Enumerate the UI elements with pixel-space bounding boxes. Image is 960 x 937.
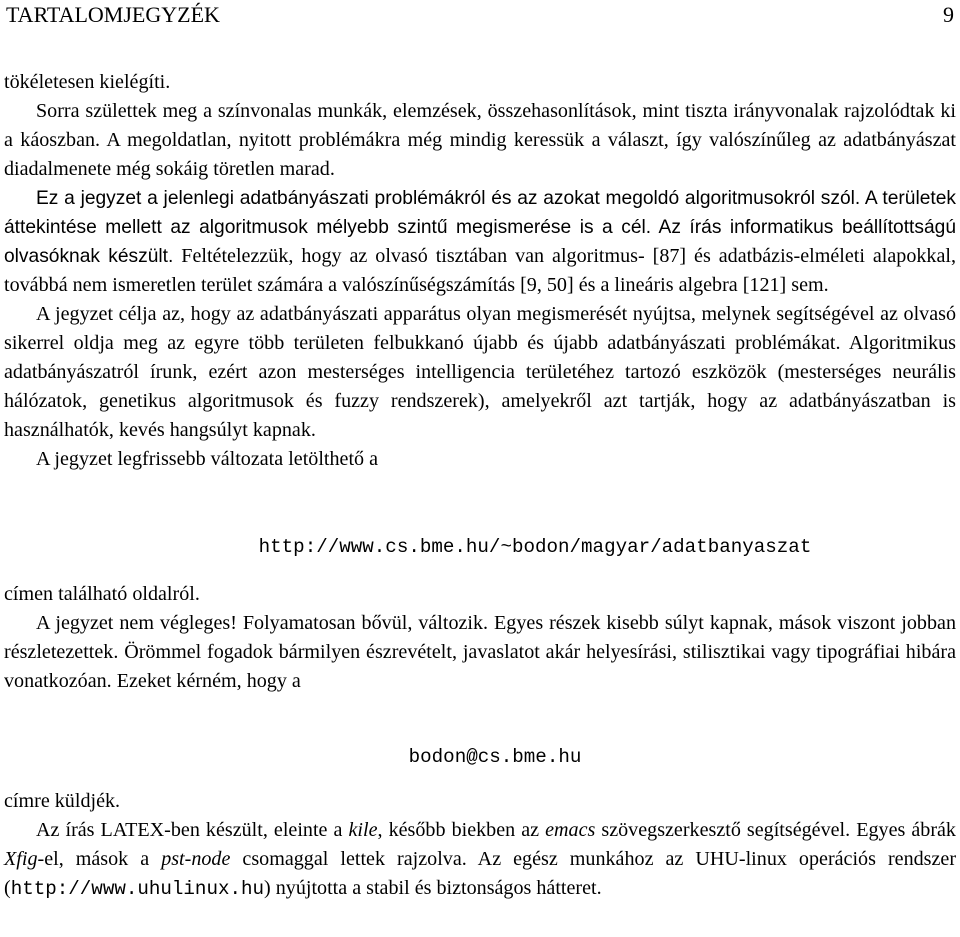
paragraph-7: A jegyzet nem végleges! Folyamatosan bővül, változik. Egyes részek kisebb súlyt kapnak, mások viszont jobban részletezettek. Örömmel fogadok bármilyen észrevételt, javaslatot akár helyesírási, stilisztikai vagy tipográfiai hibára vonatkozóan. Ezeket kérném, hogy a (4, 612, 956, 692)
p9-text-g: ) nyújtotta a stabil és biztonságos hátteret. (264, 877, 602, 899)
download-url[interactable]: http://www.cs.bme.hu/~bodon/magyar/adatbanyaszat (258, 536, 812, 558)
p9-text-d: szövegszerkesztő segítségével. Egyes ábrák (595, 819, 956, 841)
p9-text-a: Az írás (36, 819, 101, 841)
pstnode-name: pst-node (161, 848, 231, 870)
p9-text-e: -el, mások a (37, 848, 162, 870)
contact-email[interactable]: bodon@cs.bme.hu (408, 746, 582, 768)
paragraph-2: Sorra születtek meg a színvonalas munkák, elemzések, összehasonlítások, mint tiszta irányvonalak rajzolódtak ki a káoszban. A megoldatlan, nyitott problémákra még mindig keressük a választ, így valószínűleg az adatbányászat diadalmenete még sokáig töretlen marad. (4, 100, 956, 180)
emacs-name: emacs (545, 819, 596, 841)
paragraph-3 (4, 184, 956, 300)
latex-logo: LATEX (100, 819, 165, 841)
p9-text-b: -ben készült, eleinte a (164, 819, 349, 841)
uhu-url[interactable]: http://www.uhulinux.hu (10, 878, 265, 900)
running-header (6, 2, 954, 28)
paragraph-3-rest: Feltételezzük, hogy az olvasó tisztában van algoritmus- [87] és adatbázis-elméleti alapokkal, továbbá nem ismeretlen terület számára a valószínűségszámítás [9, 50] és a lineáris algebra [121] sem. (4, 245, 956, 296)
url-display (4, 532, 956, 562)
paragraph-5: A jegyzet legfrissebb változata letölthető a (36, 448, 379, 470)
paragraph-6: címen található oldalról. (4, 583, 200, 605)
p9-text-f: csomaggal lettek rajzolva. Az egész munkához az UHU-linux operációs rendszer ( (4, 848, 957, 899)
paragraph-1: tökéletesen kielégíti. (4, 71, 171, 93)
paragraph-8: címre küldjék. (4, 790, 121, 812)
xfig-name: Xfig (4, 848, 38, 870)
page-number: 9 (943, 2, 954, 27)
paragraph-4: A jegyzet célja az, hogy az adatbányászati apparátus olyan megismerését nyújtsa, melynek segítségével az olvasó sikerrel oldja meg az egyre több területen felbukkanó újabb és újabb adatbányászati problémákat. Algoritmikus adatbányászatról írunk, ezért azon mesterséges intelligencia területéhez tartozó eszközök (mesterséges neurális hálózatok, genetikus algoritmusok és fuzzy rendszerek), amelyekről azt tartják, hogy az adatbányászatban is használhatók, kevés hangsúlyt kapnak. (4, 303, 956, 441)
kile-name: kile (348, 819, 378, 841)
header-title: TARTALOMJEGYZÉK (6, 2, 220, 27)
p9-text-c: , később biekben az (377, 819, 546, 841)
email-display (4, 742, 956, 772)
paragraph-9 (4, 816, 956, 904)
sans-serif-sentences: Ez a jegyzet a jelenlegi adatbányászati problémákról és az azokat megoldó algoritmusokról szól. A területek áttekintése mellett az algoritmusok mélyebb szintű megismerése is a cél. Az írás informatikus beállítottságú olvasóknak készült. (4, 188, 956, 267)
body-text (4, 68, 956, 904)
